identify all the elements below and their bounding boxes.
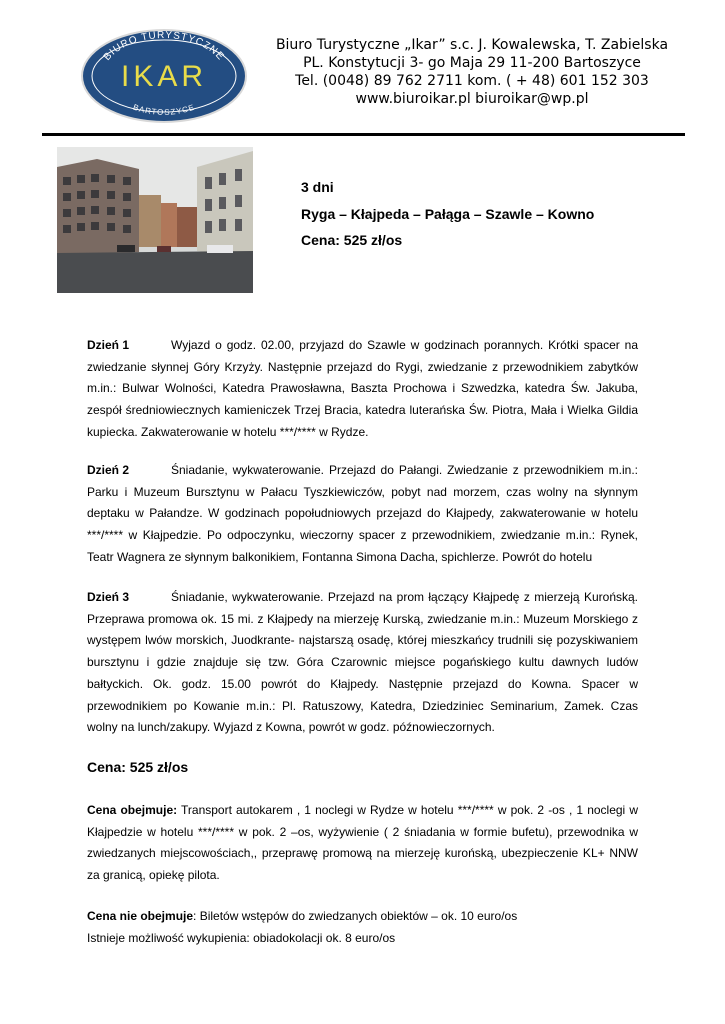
trip-route: Ryga – Kłajpeda – Pałąga – Szawle – Kowno — [301, 205, 595, 222]
day-3-label: Dzień 3 — [87, 590, 130, 604]
trip-duration: 3 dni — [301, 179, 334, 195]
price-title: Cena: 525 zł/os — [87, 759, 189, 775]
price-excludes — [87, 906, 638, 928]
optional-extras: Istnieje możliwość wykupienia: obiadokolacji ok. 8 euro/os — [87, 931, 396, 945]
city-photo — [57, 147, 253, 293]
price-excludes-text: : Biletów wstępów do zwiedzanych obiektów – ok. 10 euro/os — [193, 909, 518, 923]
price-includes — [87, 800, 638, 887]
price-includes-text: Transport autokarem , 1 noclegi w Rydze w hotelu ***/**** w pok. 2 -os , 1 noclegi w Kłajpedzie w hotelu ***/**** w pok. 2 –os, wyżywienie ( 2 śniadania w formie bufetu), przewodnika w zwiedzanych miejscowościach,, przeprawę promową na mierzeję kurońską, ubezpieczenie KL+ NNW za granicą, opiekę pilota. — [87, 803, 639, 883]
logo-main-text: IKAR — [120, 60, 208, 93]
logo-top-text: BIURO TURYSTYCZNE — [101, 29, 227, 63]
price-includes-label: Cena obejmuje: — [87, 803, 178, 817]
price-excludes-label: Cena nie obejmuje — [87, 909, 194, 923]
company-header — [262, 36, 682, 108]
ikar-logo — [80, 28, 248, 124]
day-3-section — [87, 587, 638, 739]
day-3-text: Śniadanie, wykwaterowanie. Przejazd na prom łączący Kłajpedę z mierzeją Kurońską. Przeprawa promowa ok. 15 mi. z Kłajpedy na mierzeję Kurską, zwiedzanie m.in.: Muzeum Morskiego z występem lwów morskich, Juodkrante- najstarszą osadę, której mieszkańcy trudnili się pozyskiwaniem bursztynu i gdzie znajduje się tzw. Góra Czarownic miejsce pogańskiego kultu dawnych ludów bałtyckich. Ok. godz. 15.00 powrót do Kłajpedy. Następnie przejazd do Kowna. Spacer w przewodnikiem po Kowanie m.in.: Pl. Ratuszowy, Katedra, Dziedziniec Seminarium, Zamek. Czas wolny na lunch/zakupy. Wyjazd z Kowna, powrót w godz. późnowieczornych. — [87, 590, 638, 735]
company-name: Biuro Turystyczne „Ikar” s.c. J. Kowalewska, T. Zabielska — [275, 37, 669, 53]
logo-bottom-text: BARTOSZYCE — [131, 102, 197, 117]
company-address: PL. Konstytucji 3- go Maja 29 11-200 Bartoszyce — [303, 55, 641, 71]
trip-heading — [301, 174, 594, 254]
company-web: www.biuroikar.pl biuroikar@wp.pl — [355, 91, 589, 107]
trip-price: Cena: 525 zł/os — [301, 232, 403, 248]
header-divider — [42, 133, 685, 136]
day-2-text: Śniadanie, wykwaterowanie. Przejazd do Pałangi. Zwiedzanie z przewodnikiem m.in.: Parku i Muzeum Bursztynu w Pałacu Tyszkiewiczów, pobyt nad morzem, czas wolny na słynnym deptaku w Pałandze. W godzinach popołudniowych przejazd do Kłajpedy, zakwaterowanie w hotelu ***/**** w Kłajpedzie. Po odpoczynku, wieczorny spacer z przewodnikiem, zwiedzanie m.in.: Rynek, Teatr Wagnera ze słynnym balkonikiem, Fontanna Simona Dacha, spichlerze. Powrót do hotelu — [87, 463, 638, 564]
day-2-label: Dzień 2 — [87, 463, 130, 477]
company-phone: Tel. (0048) 89 762 2711 kom. ( + 48) 601 152 303 — [295, 73, 649, 89]
day-2-section — [87, 460, 638, 569]
day-1-text: Wyjazd o godz. 02.00, przyjazd do Szawle w godzinach porannych. Krótki spacer na zwiedzanie słynnej Góry Krzyży. Następnie przejazd do Rygi, zwiedzanie z przewodnikiem zabytków m.in.: Bulwar Wolności, Katedra Prawosławna, Baszta Prochowa i Szwedzka, katedra Św. Jakuba, zespół średniowiecznych kamieniczek Trzej Bracia, katedra luterańska Św. Piotra, Mała i Wielka Gildia kupiecka. Zakwaterowanie w hotelu ***/**** w Rydze. — [87, 338, 638, 439]
day-1-section — [87, 335, 638, 444]
day-1-label: Dzień 1 — [87, 338, 130, 352]
